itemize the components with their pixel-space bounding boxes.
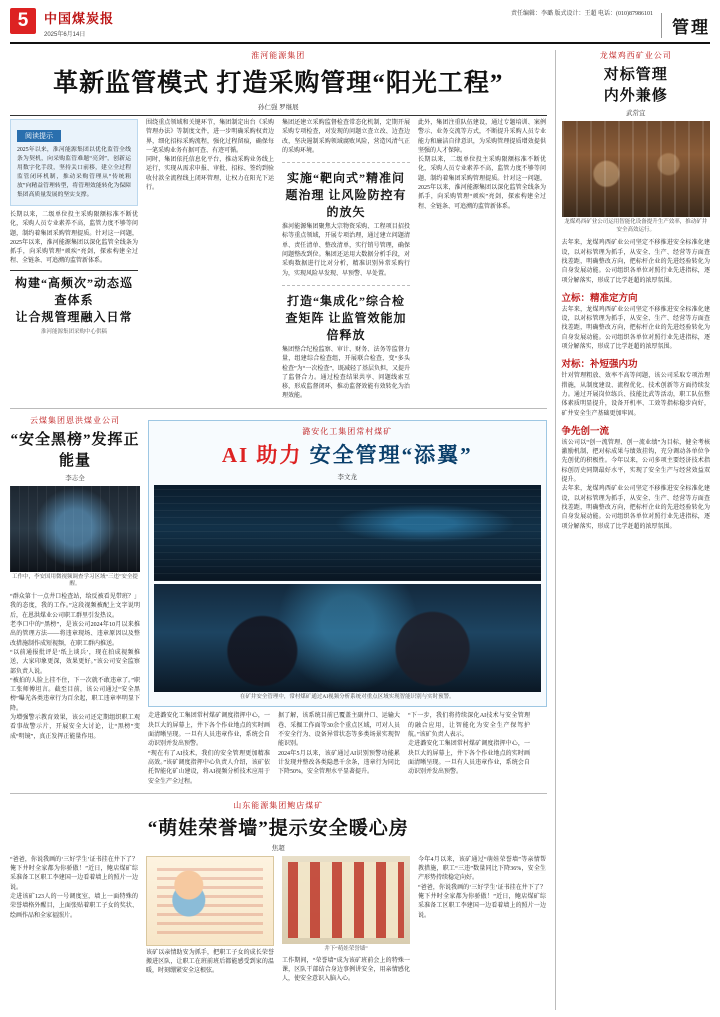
- masthead-right: [122, 8, 653, 19]
- bottom-body-2: 该矿以亲情助安为抓手，把职工子女的成长荣誉搬进区队，让职工在班前班后都能感受到家的温暖，时刻绷紧安全这根弦。: [146, 949, 274, 975]
- lead-article: [10, 50, 547, 402]
- bottom-body-1: “爸爸，你说我画的‘三好学生’证书挂在井下了？俺下井时全家都为你骄傲！”近日，鲍店煤矿综采准备工区职工李建国一边看着墙上的照片一边说。: [10, 856, 138, 891]
- ai-feature-photo-caption: 在矿井安全管理中，常村煤矿通过AI视频分析系统对重点区域实现智能识别与实时预警。: [239, 693, 455, 700]
- bottom-feature-photo-poster: [146, 856, 274, 946]
- mid-sub-title-2: 打造“集成化”综合检查矩阵 让监管效能加倍释放: [285, 293, 407, 342]
- right-section-body-2: 针对管理粗放、效率不高等问题，该公司采取专项治理措施，从制度建设、流程优化、技术创新等方面持续发力。通过开展岗位练兵、技能比武等活动，职工队伍整体素质明显提升，设备开机率、工效等指标稳步向好，矿井安全生产基础更加牢固。: [561, 373, 710, 417]
- issue-date: 2025年6月14日: [44, 32, 86, 38]
- paper-name: 中国煤炭报: [44, 11, 115, 26]
- bottom-feature-photo-caption: 井下“萌娃荣誉墙”: [324, 945, 368, 952]
- right-section-title-2: 对标：补短强内功: [561, 360, 638, 371]
- reading-tip-text: 2025年以来，淮河能源集团以优化监管全线条为契机，向采购监管难题“亮剑”，创新运用数字化手段，坚持关口前移，建立全过程监管闭环机制，推动采购管理从“传统粗放”向精益管理转型，将管理效能转化为保障集团高质量发展的坚实支撑。: [17, 147, 131, 198]
- bottom-body-4: 今年4月以来，该矿通过“萌娃荣誉墙”等亲情帮教措施，职工“三违”数量同比下降36%，安全生产形势持续稳定向好。: [418, 856, 546, 882]
- divider: [10, 793, 547, 794]
- lead-col-4b: 长期以来，二级单位投主采购限额标准不断优化，采购人员专业素养不高，监管力度不够等问题，制约着集团采购管理提质。针对这一问题，2025年以来，淮河能源集团以深化监管全线条为抓手，向采购管理“顽疾”亮剑，探索构建全过程、全链条、可追溯的监管新体系。: [418, 157, 546, 210]
- masthead-paper-info: [44, 8, 114, 38]
- ai-feature-banner: [148, 420, 547, 708]
- bottom-feature-kicker: 山东能源集团鲍店煤矿: [233, 800, 324, 810]
- lead-kicker: 淮河能源集团: [251, 51, 306, 60]
- left-feature-body-5: 为增强警示教育效果，该公司还定期组织职工观看事故警示片，开展安全大讨论，让“黑榜”变成“明镜”，真正发挥正能量作用。: [10, 714, 140, 740]
- ai-feature-article: [148, 415, 547, 787]
- bottom-feature-byline: 焦超: [271, 844, 285, 852]
- mid-sub-body-2: 集团整合纪检监察、审计、财务、法务等监督力量，组建综合检查组，开展联合检查，变“多头检查”为“一次检查”，既减轻了基层负担，又提升了监督合力。通过检查结果共享、问题线索互移，形成监督闭环，推动监督效能有效转化为治理效能。: [282, 346, 410, 400]
- right-top-kicker: 龙煤鸡西矿业公司: [599, 51, 672, 60]
- right-top-byline: 武常宜: [626, 110, 646, 117]
- divider: [282, 162, 410, 163]
- left-feature-kicker: 云煤集团恩洪煤业公司: [30, 415, 120, 425]
- page-body: [10, 50, 710, 1010]
- right-top-title-2: 内外兼修: [603, 88, 668, 104]
- right-section-body-1: 去年来，龙煤鸡西矿业公司坚定不移推进安全标准化建设，以对标管理为抓手，从安全、生产、经营等方面查找差距，明确整改方向，把标杆企业的先进经验转化为自身发展动能。公司组织各单位对照行业先进指标，逐项分解落实，形成了比学赶超的浓厚氛围。: [561, 306, 710, 351]
- ai-body-2: “现在有了AI技术，我们的安全管理更加精准高效。”该矿调度指挥中心负责人介绍，该矿依托智能化矿山建设，将AI视频分析技术应用于安全生产全过程。: [148, 750, 270, 785]
- left-feature-title: “安全黑榜”发挥正能量: [10, 431, 140, 469]
- lead-byline: 孙仁强 罗继展: [257, 104, 299, 111]
- left-feature-body-2: 老李口中的“黑榜”，是该公司2024年10月以来推出的管理方法——将违章现场、违章原因以及整改措施制作成短视频，在职工群内推送。: [10, 622, 140, 647]
- ai-body-4: 2024年5月以来，该矿通过AI识别预警功能累计发现并整改各类隐患千余条，违章行为同比下降50%，安全管理水平显著提升。: [278, 750, 400, 776]
- lead-col-4: 此外，集团注重队伍建设，通过专题培训、案例警示、业务交流等方式，不断提升采购人员专业能力和廉洁自律意识，为采购管理提质增效提供坚强的人才保障。: [418, 120, 546, 154]
- ai-feature-photo-top: [154, 485, 541, 581]
- bottom-body-4b: “爸爸，你说我画的‘三好学生’证书挂在井下了？俺下井时全家都为你骄傲！”近日，鲍店煤矿综采准备工区职工李建国一边看着墙上的照片一边说。: [418, 884, 546, 919]
- ai-body-3: 据了解，该系统目前已覆盖主副井口、运输大巷、采掘工作面等30余个重点区域，可对人员不安全行为、设备异常状态等多类场景实现智能识别。: [278, 713, 400, 748]
- main-columns: [10, 50, 547, 1010]
- divider: [282, 285, 410, 286]
- mid-sub-body-1: 淮河能源集团聚焦大宗物资采购、工程项目招投标等重点领域，开展专项治理，通过建立问题清单、责任清单、整改清单，实行销号管理，确保问题整改到位。集团还运用大数据分析手段，对采购数据进行比对分析，精准识别异常采购行为，实现风险早发现、早预警、早处置。: [282, 224, 410, 277]
- section-name: 管理: [661, 13, 710, 38]
- ai-body-1: 走进潞安化工集团常村煤矿调度指挥中心，一块巨大的屏幕上，井下各个作业地点的实时画面清晰呈现。一旦有人员违章作业，系统会自动识别并发出预警。: [148, 713, 270, 748]
- editor-credits: 责任编辑：李璐 版式设计：王超 电话：(010)87986101: [511, 11, 653, 17]
- right-section-title-1: 立标：精准定方向: [561, 293, 638, 304]
- lead-col-2b: 同时，集团依托信息化平台，推动采购业务线上运行，实现从需求申报、审批、招标、签约到验收付款全流程线上闭环管理，让权力在阳光下运行。: [146, 157, 274, 192]
- page-number: 5: [10, 8, 36, 34]
- lead-sub-byline-1: 淮河能源集团采购中心供稿: [40, 328, 107, 335]
- ai-body-6: 走进潞安化工集团常村煤矿调度指挥中心，一块巨大的屏幕上，井下各个作业地点的实时画面清晰呈现。一旦有人员违章作业，系统会自动识别并发出预警。: [408, 741, 530, 776]
- ai-feature-kicker: 潞安化工集团常村煤矿: [302, 426, 393, 436]
- bottom-body-3: 工作期间，“荣誉墙”成为该矿班前会上的特殊一课，区队干部结合身边事例讲安全，用亲情感化人，使安全意识入脑入心。: [282, 957, 410, 983]
- divider: [10, 270, 138, 271]
- left-feature-article: [10, 415, 140, 787]
- right-section-title-3: 争先创一流: [561, 426, 610, 437]
- bottom-feature-title: “萌娃荣誉墙”提示安全暖心房: [147, 817, 409, 839]
- lead-col-3: 集团还建立采购监督检查常态化机制，定期开展采购专项检查，对发现的问题立查立改、边查边改，坚决遏制采购领域腐败风险，营造风清气正的采购环境。: [282, 120, 410, 154]
- ai-feature-title-prefix: AI 助力: [221, 442, 303, 467]
- reading-tip-box: [10, 119, 138, 206]
- left-feature-body-3: “以前通报批评是‘纸上谈兵’，现在拍成视频推送，大家印象更深，效果更好。”该公司安全监察部负责人说。: [10, 649, 140, 675]
- left-feature-photo: [10, 486, 140, 572]
- left-feature-byline: 李志全: [65, 474, 85, 482]
- right-top-photo-caption: 龙煤鸡西矿业公司运用智能化设备提升生产效率，推动矿井安全高效运行。: [564, 219, 708, 233]
- bottom-feature-photo-wall: [282, 856, 410, 944]
- ai-feature-photo-bottom: [154, 584, 541, 692]
- divider: [10, 115, 547, 116]
- right-intro-text: 去年来，龙煤鸡西矿业公司坚定不移推进安全标准化建设，以对标管理为抓手，从安全、生产、经营等方面查找差距，明确整改方向，把标杆企业的先进经验转化为自身发展动能。公司组织各单位对照行业先进指标，逐项分解落实，形成了比学赶超的浓厚氛围。: [561, 240, 710, 284]
- right-section-body-3b: 去年来，龙煤鸡西矿业公司坚定不移推进安全标准化建设，以对标管理为抓手，从安全、生产、经营等方面查找差距，明确整改方向，把标杆企业的先进经验转化为自身发展动能。公司组织各单位对照行业先进指标，逐项分解落实，形成了比学赶超的浓厚氛围。: [561, 486, 710, 530]
- lead-headline: 革新监管模式 打造采购管理“阳光工程”: [53, 70, 504, 97]
- ai-feature-byline: 李文龙: [337, 473, 357, 481]
- left-feature-body-1: “群众第十一点井口检查站，给反被看见带班？」我的态度，我的工作。”这段视频被配上文字说明后，在恩洪煤业公司职工群里引发热议。: [10, 594, 140, 619]
- right-column: [555, 50, 710, 1010]
- divider: [10, 408, 547, 409]
- masthead: [10, 8, 710, 44]
- ai-feature-title-rest: 安全管理“添翼”: [309, 442, 473, 467]
- left-feature-body-4: “被拍的人脸上挂不住，下一次就不敢违章了。”职工张师傅坦言。截至目前，该公司通过“安全黑榜”曝光各类违章行为百余起，职工违章率明显下降。: [10, 677, 140, 712]
- lead-col-2: 围绕重点领域和关键环节，集团制定出台《采购管理办法》等制度文件，进一步明确采购权责边界，细化招标采购流程，强化过程留痕，确保每一笔采购业务有据可查、有迹可循。: [146, 120, 274, 154]
- lead-col-1: 长期以来，二级单位投主采购限额标准不断优化，采购人员专业素养不高，监管力度不够等问题，制约着集团采购管理提质。针对这一问题，2025年以来，淮河能源集团以深化监管全线条为抓手，向采购管理“顽疾”亮剑，探索构建全过程、全链条、可追溯的监管新体系。: [10, 211, 138, 265]
- right-top-title-1: 对标管理: [603, 67, 668, 83]
- left-feature-photo-caption: 工作中，李安国用微视频调查学习区域“三违”安全提醒。: [12, 573, 138, 588]
- ai-feature-title: [154, 439, 541, 469]
- bottom-body-1b: 走进该矿123人的一号调度室，墙上一面特殊的荣誉墙格外醒目，上面张贴着职工子女的奖状、绘画作品和全家福照片。: [10, 894, 138, 919]
- right-section-body-3: 该公司以“创一流管理、创一流业绩”为目标，健全考核激励机制，把对标成果与绩效挂钩，充分调动各单位争先创优的积极性。今年以来，公司多项主要经济技术指标创历史同期最好水平，实现了安全生产与经营效益双提升。: [561, 439, 710, 484]
- lead-sub-headline-1: 构建“高频次”动态巡查体系 让合规管理融入日常: [14, 275, 133, 324]
- bottom-feature-article: [10, 800, 547, 985]
- right-top-photo: [562, 121, 710, 217]
- reading-tip-label: 阅读提示: [17, 130, 61, 142]
- ai-body-5: “下一步，我们将持续深化AI技术与安全管理的融合应用，让智能化为安全生产保驾护航。”该矿负责人表示。: [408, 713, 530, 739]
- mid-sub-title-1: 实施“靶向式”精准问题治理 让风险防控有的放矢: [285, 171, 407, 220]
